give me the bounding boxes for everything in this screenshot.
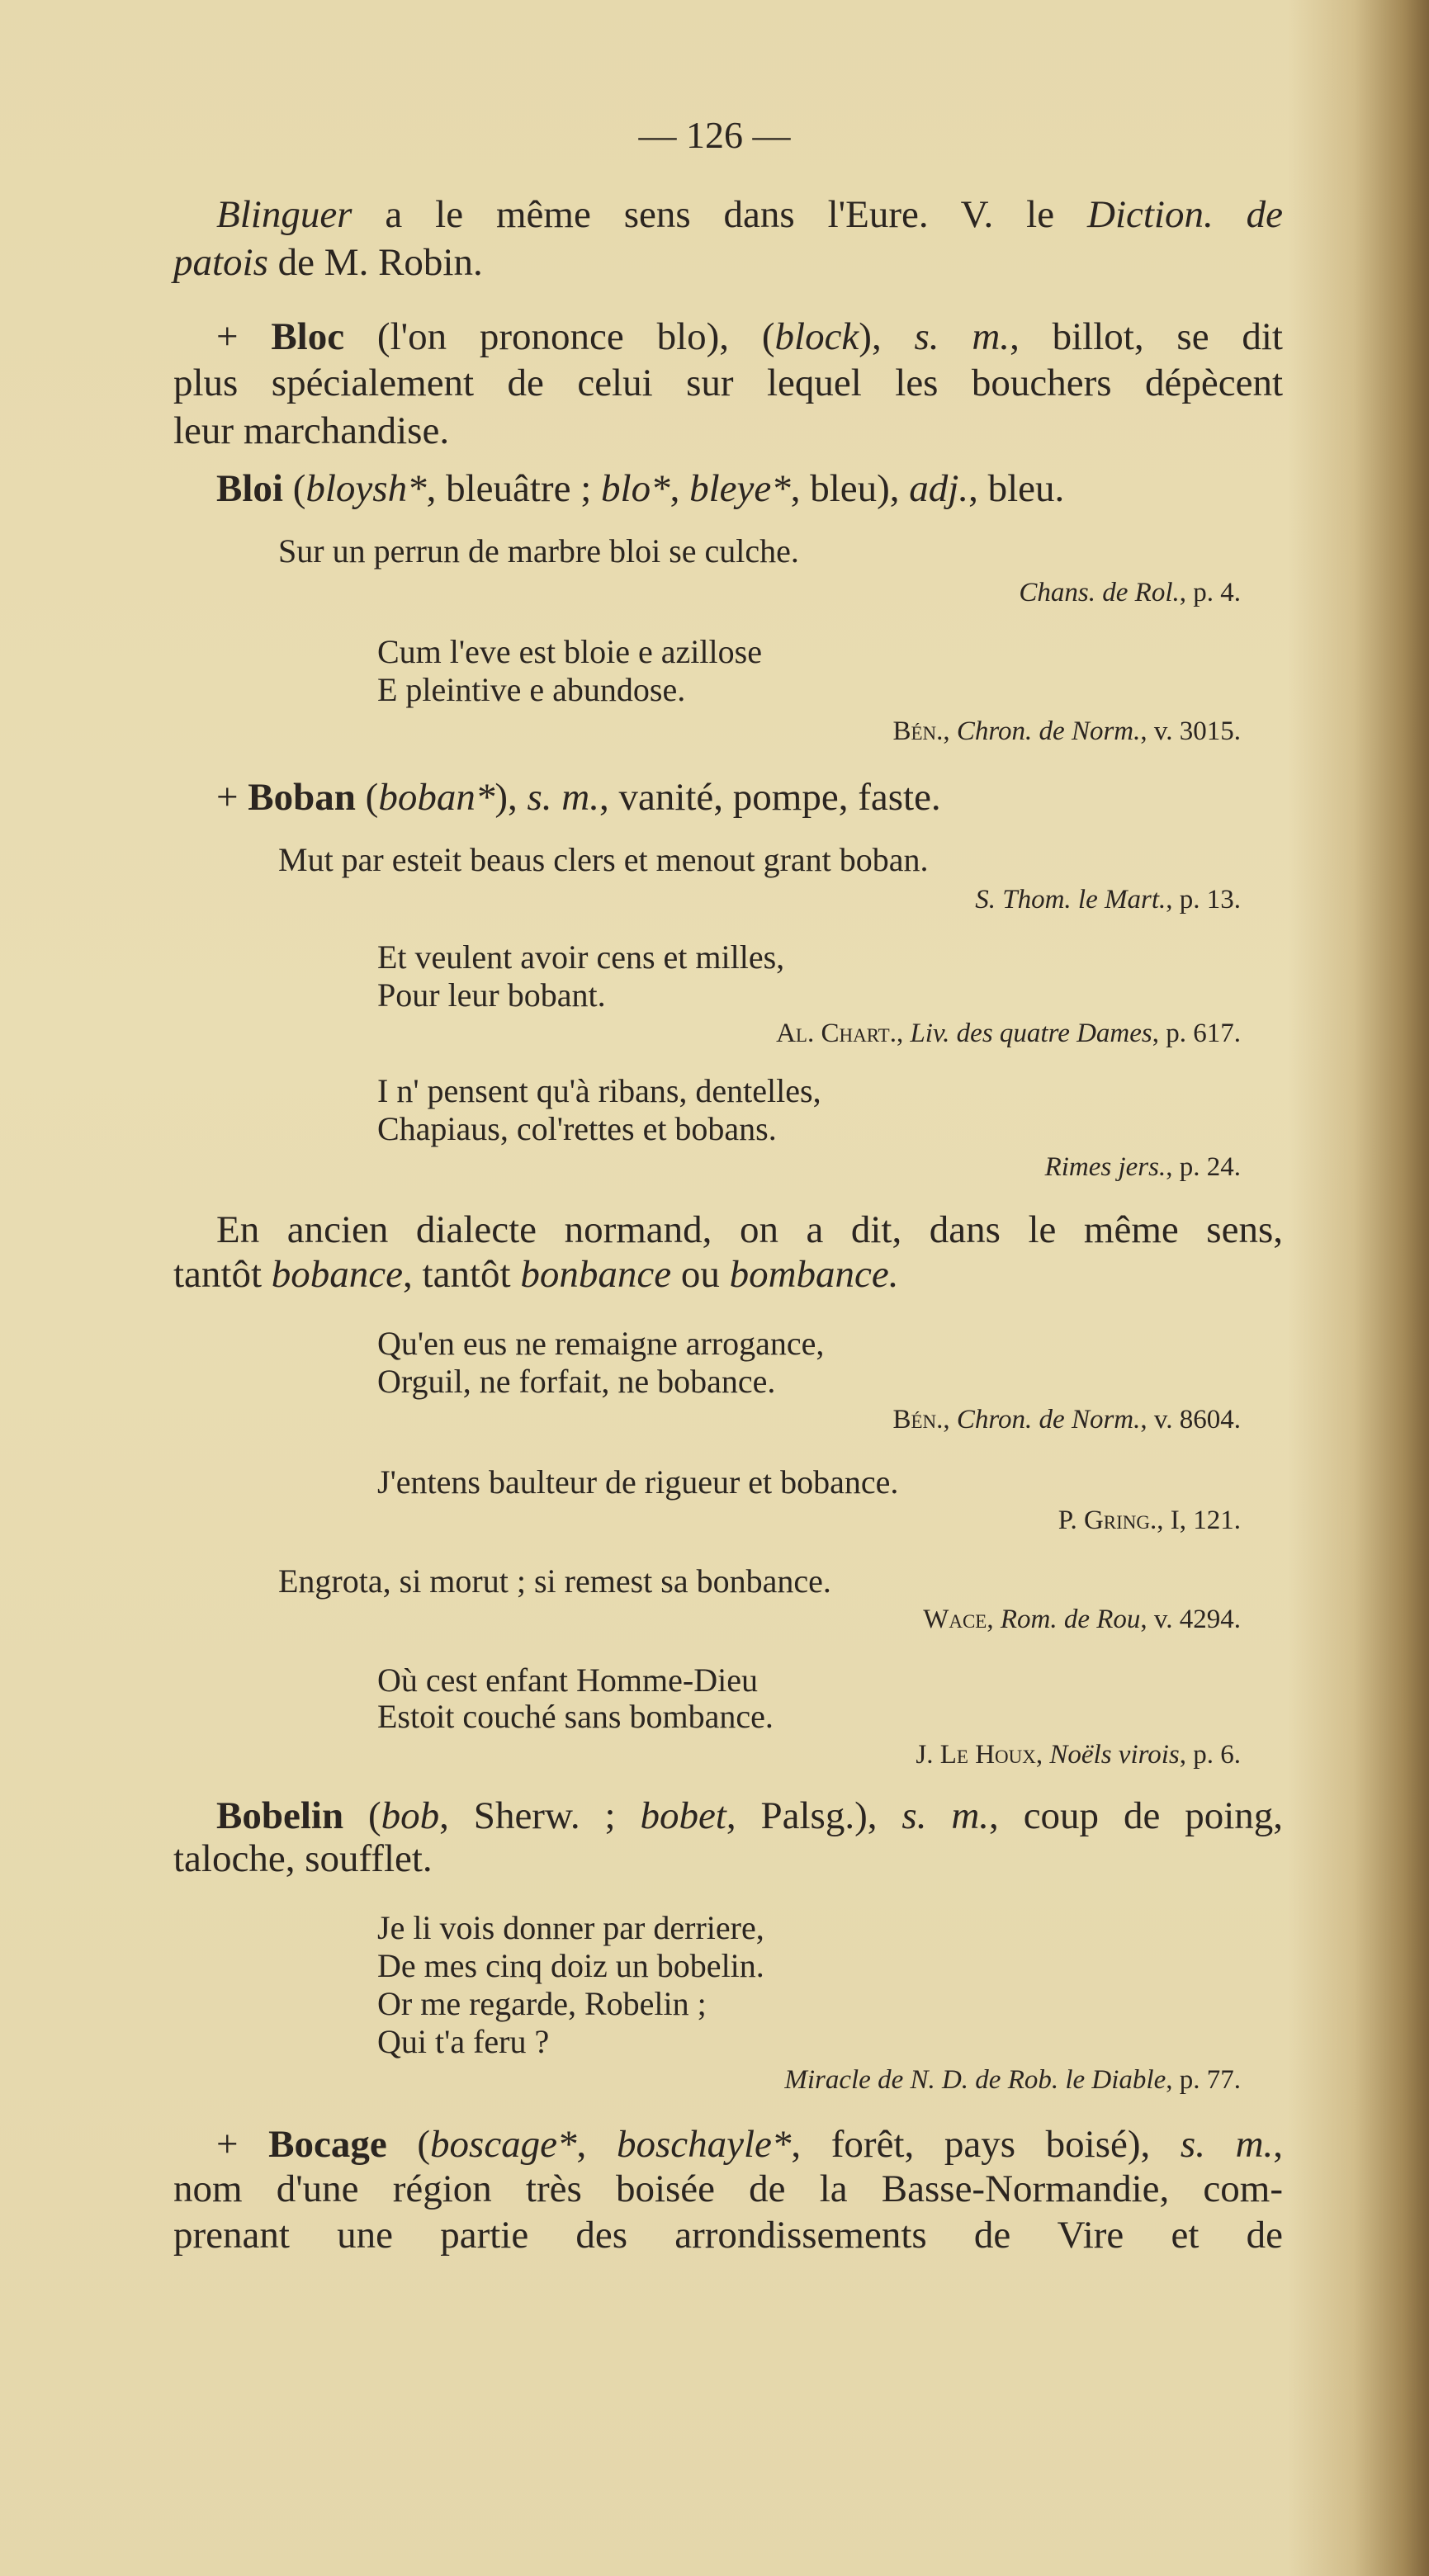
text-segment: Je li vois donner par derriere, (377, 1909, 764, 1946)
italic-text: Rimes jers. (1044, 1152, 1166, 1182)
text-segment: (l'on prononce blo), ( (344, 315, 775, 358)
text-segment: de M. Robin. (267, 241, 483, 284)
text-line (216, 2121, 1283, 2167)
text-segment: ou (671, 1253, 730, 1296)
text-segment: ( (386, 2123, 431, 2166)
text-line (216, 1793, 1283, 1839)
italic-text: blo* (601, 467, 670, 510)
quote-line (377, 671, 685, 709)
text-segment: prenant une partie des arrondissements de Vire et de (173, 2214, 1283, 2257)
author-name: Bén. (892, 716, 944, 746)
text-segment: De mes cinq doiz un bobelin. (377, 1947, 764, 1984)
text-segment: , v. 4294. (1140, 1605, 1241, 1634)
text-segment: + (216, 2123, 269, 2166)
italic-text: boscage* (430, 2123, 577, 2166)
italic-text: s. m. (527, 776, 599, 819)
text-segment: , (1273, 2123, 1284, 2166)
text-segment: Sur un perrun de marbre bloi se culche. (278, 532, 799, 570)
italic-text: block (774, 315, 859, 358)
citation-line (893, 715, 1242, 748)
text-segment: I n' pensent qu'à ribans, dentelles, (377, 1072, 821, 1109)
quote-line (377, 1661, 758, 1699)
author-name: J. Le Houx (916, 1740, 1036, 1770)
italic-text: bonbance (520, 1253, 672, 1296)
text-segment: plus spécialement de celui sur lequel les bouchers dépècent (173, 362, 1283, 404)
quote-line (377, 938, 784, 976)
author-name: Al. Chart. (776, 1019, 897, 1048)
text-segment: ( (355, 776, 379, 819)
italic-text: s. m. (901, 1794, 990, 1837)
italic-text: Noëls virois (1049, 1740, 1180, 1770)
text-segment: Engrota, si morut ; si remest sa bonbance. (278, 1562, 831, 1600)
text-segment: taloche, soufflet. (173, 1837, 433, 1880)
italic-text: s. m. (914, 315, 1010, 358)
headword: Bloi (216, 467, 283, 510)
text-segment: , bleu. (968, 467, 1065, 510)
text-segment: , (943, 716, 957, 746)
text-line (173, 408, 449, 454)
text-segment: , v. 3015. (1140, 716, 1241, 746)
citation-line (916, 1738, 1241, 1771)
italic-text: bobet (640, 1794, 726, 1837)
citation-line (1045, 1151, 1241, 1184)
text-segment: Cum l'eve est bloie e azillose (377, 633, 762, 670)
text-segment: , billot, se dit (1010, 315, 1283, 358)
citation-line (1058, 1504, 1241, 1537)
text-line (216, 314, 1283, 360)
text-segment: , (1035, 1740, 1050, 1770)
citation-line (776, 1017, 1241, 1050)
text-segment: , vanité, pompe, faste. (599, 776, 941, 819)
quote-line (377, 1698, 774, 1736)
italic-text: s. m. (1180, 2123, 1274, 2166)
text-segment: Orguil, ne forfait, ne bobance. (377, 1363, 776, 1400)
text-segment: , p. 13. (1166, 885, 1241, 915)
text-segment: Chapiaus, col'rettes et bobans. (377, 1110, 777, 1147)
italic-text: Liv. des quatre Dames (910, 1019, 1152, 1048)
italic-text: Chron. de Norm. (956, 1405, 1141, 1435)
text-segment: Or me regarde, Robelin ; (377, 1985, 707, 2022)
text-segment: , Palsg.), (726, 1794, 902, 1837)
page-number: — 126 — (638, 114, 791, 156)
headword: Bobelin (216, 1794, 344, 1837)
text-segment: nom d'une région très boisée de la Basse-Normandie, com- (173, 2167, 1283, 2210)
text-line (173, 1251, 898, 1297)
text-segment: Mut par esteit beaus clers et menout grant boban. (278, 841, 929, 878)
text-line (216, 774, 941, 820)
text-line (216, 1207, 1283, 1253)
text-segment: a le même sens dans l'Eure. V. le (352, 193, 1087, 236)
text-line (216, 466, 1064, 512)
text-segment: , I, 121. (1157, 1505, 1241, 1535)
quote-line (278, 1562, 831, 1600)
italic-text: Chans. de Rol. (1019, 578, 1180, 607)
text-segment: ( (282, 467, 306, 510)
text-segment: ), (494, 776, 528, 819)
text-line (173, 2212, 1283, 2258)
italic-text: Diction. de (1087, 193, 1283, 236)
text-segment: , p. 4. (1179, 578, 1241, 607)
text-segment: En ancien dialecte normand, on a dit, dans le même sens, (216, 1208, 1283, 1251)
quote-line (377, 976, 606, 1014)
text-segment: Et veulent avoir cens et milles, (377, 938, 785, 976)
text-line (173, 239, 483, 286)
text-segment: , p. 617. (1152, 1019, 1241, 1048)
text-segment: E pleintive e abundose. (377, 671, 686, 708)
quote-line (278, 841, 929, 879)
italic-text: bloysh* (305, 467, 427, 510)
italic-text: bombance. (729, 1253, 899, 1296)
text-segment: , (943, 1405, 957, 1435)
text-line (173, 360, 1283, 406)
quote-line (377, 1947, 764, 1985)
text-segment: , bleu), (790, 467, 910, 510)
text-segment: Estoit couché sans bombance. (377, 1698, 774, 1735)
author-name: P. Gring. (1058, 1505, 1157, 1535)
headword: Bocage (268, 2123, 387, 2166)
quote-line (377, 1909, 764, 1947)
citation-line (975, 883, 1241, 916)
text-segment: Pour leur bobant. (377, 976, 606, 1014)
text-segment: ( (343, 1794, 381, 1837)
quote-line (377, 1110, 777, 1148)
text-segment: , p. 24. (1166, 1152, 1241, 1182)
text-segment: , v. 8604. (1140, 1405, 1241, 1435)
italic-text: adj. (909, 467, 969, 510)
italic-text: bobance (271, 1253, 404, 1296)
text-segment: Où cest enfant Homme-Dieu (377, 1661, 758, 1699)
text-segment: , forêt, pays boisé), (791, 2123, 1181, 2166)
citation-line (1019, 576, 1241, 609)
italic-text: boban* (378, 776, 495, 819)
text-line (216, 191, 1283, 238)
italic-text: Blinguer (216, 193, 353, 236)
text-segment: , tantôt (403, 1253, 521, 1296)
italic-text: Miracle de N. D. de Rob. le Diable (784, 2065, 1166, 2095)
text-segment: + (216, 315, 272, 358)
quote-line (377, 1072, 821, 1110)
italic-text: Chron. de Norm. (956, 716, 1141, 746)
text-segment: , p. 6. (1179, 1740, 1241, 1770)
text-segment: , coup de poing, (989, 1794, 1284, 1837)
italic-text: Rom. de Rou (1000, 1605, 1141, 1634)
text-segment: J'entens baulteur de rigueur et bobance. (377, 1463, 899, 1501)
headword: Boban (248, 776, 356, 819)
italic-text: bob (381, 1794, 440, 1837)
headword: Bloc (271, 315, 345, 358)
quote-line (377, 1463, 898, 1501)
text-segment: , (987, 1605, 1001, 1634)
text-segment: , Sherw. ; (439, 1794, 641, 1837)
italic-text: patois (173, 241, 268, 284)
citation-line (893, 1403, 1242, 1436)
text-segment: , (896, 1019, 911, 1048)
text-segment: tantôt (173, 1253, 272, 1296)
quote-line (377, 2023, 549, 2061)
text-segment: ), (859, 315, 915, 358)
text-segment: , bleuâtre ; (426, 467, 602, 510)
quote-line (377, 1325, 824, 1363)
text-line (173, 1836, 433, 1882)
italic-text: bleye* (689, 467, 791, 510)
quote-line (377, 633, 762, 671)
italic-text: S. Thom. le Mart. (975, 885, 1166, 915)
text-segment: , (576, 2123, 617, 2166)
text-segment: + (216, 776, 248, 819)
author-name: Wace (923, 1605, 987, 1634)
italic-text: boschayle* (616, 2123, 792, 2166)
text-segment: Qu'en eus ne remaigne arrogance, (377, 1325, 825, 1362)
quote-line (377, 1985, 707, 2023)
quote-line (377, 1363, 775, 1401)
text-segment: Qui t'a feru ? (377, 2023, 550, 2060)
quote-line (278, 532, 799, 570)
author-name: Bén. (892, 1405, 944, 1435)
citation-line (923, 1603, 1241, 1636)
text-segment: , p. 77. (1166, 2065, 1241, 2095)
citation-line (784, 2063, 1241, 2096)
text-line (173, 2166, 1283, 2212)
text-segment: leur marchandise. (173, 409, 450, 452)
text-segment: , (670, 467, 690, 510)
